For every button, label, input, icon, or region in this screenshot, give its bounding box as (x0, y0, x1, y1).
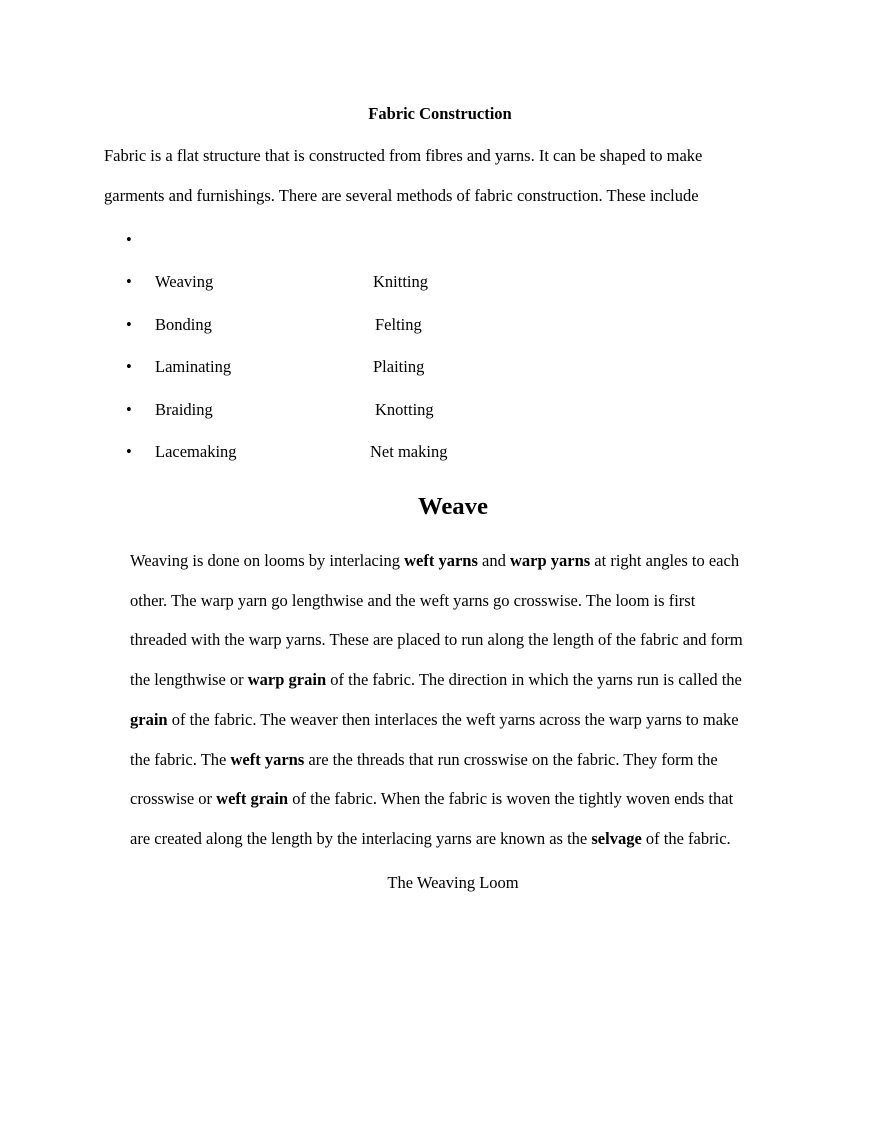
list-item (0, 355, 880, 397)
text-run: other. The warp yarn go lengthwise and the weft yarns go crosswise. The loom is first (130, 590, 696, 610)
weave-line (130, 700, 830, 740)
text-run: are created along the length by the interlacing yarns are known as the (130, 828, 592, 848)
text-run: crosswise or (130, 789, 217, 809)
method-right: Knitting (373, 272, 429, 292)
bold-term: warp yarns (509, 551, 591, 570)
method-right: Plaiting (373, 357, 425, 377)
method-right: Felting (375, 314, 422, 334)
intro-line: Fabric is a flat structure that is constructed from fibres and yarns. It can be shaped to make (104, 146, 703, 165)
text-run: are the threads that run crosswise on the fabric. They form the (304, 749, 718, 769)
method-left: Lacemaking (155, 441, 237, 461)
bullet-icon: • (126, 441, 132, 461)
bold-term: weft grain (216, 789, 289, 809)
method-left: Weaving (155, 272, 214, 292)
text-run: of the fabric. The direction in which the yarns run is called the (326, 670, 742, 690)
method-right: Net making (370, 441, 448, 461)
weave-line (130, 819, 830, 859)
text-run: of the fabric. The weaver then interlaces the weft yarns across the warp yarns to make (167, 709, 739, 729)
section-heading-weave: Weave (417, 493, 489, 520)
list-item (0, 228, 880, 270)
text-run: and (477, 551, 510, 570)
text-run: the fabric. The (130, 749, 231, 769)
method-left: Braiding (155, 399, 213, 419)
weave-line (130, 779, 830, 819)
weave-line (130, 660, 830, 700)
bullet-icon: • (126, 272, 132, 292)
list-item (0, 440, 880, 482)
bullet-icon: • (126, 230, 132, 249)
weave-line (130, 740, 830, 780)
bold-term: warp grain (247, 670, 327, 690)
list-item (0, 398, 880, 440)
weave-line (130, 581, 830, 621)
method-right: Knotting (375, 399, 434, 419)
text-run: Weaving is done on looms by interlacing (130, 551, 405, 570)
intro-line: garments and furnishings. There are several methods of fabric construction. These include (104, 185, 699, 205)
text-run: of the fabric. (641, 828, 731, 848)
text-run: of the fabric. When the fabric is woven the tightly woven ends that (288, 789, 734, 809)
method-left: Laminating (155, 357, 232, 377)
list-item (0, 270, 880, 312)
bullet-icon: • (126, 314, 132, 334)
weave-line (130, 541, 830, 581)
figure-caption: The Weaving Loom (387, 873, 519, 892)
bold-term: grain (130, 709, 168, 729)
bold-term: weft yarns (230, 749, 305, 769)
method-left: Bonding (155, 314, 212, 334)
bullet-icon: • (126, 399, 132, 419)
weave-paragraph (130, 541, 830, 859)
construction-methods-list (0, 228, 880, 482)
bold-term: weft yarns (404, 551, 478, 570)
intro-paragraph (104, 136, 784, 215)
text-run: threaded with the warp yarns. These are placed to run along the length of the fabric and form (130, 630, 743, 650)
bullet-icon: • (126, 357, 132, 377)
list-item (0, 313, 880, 355)
page-title: Fabric Construction (368, 104, 512, 123)
text-run: at right angles to each (590, 551, 740, 570)
weave-line (130, 620, 830, 660)
bold-term: selvage (591, 828, 642, 848)
text-run: the lengthwise or (130, 670, 248, 690)
